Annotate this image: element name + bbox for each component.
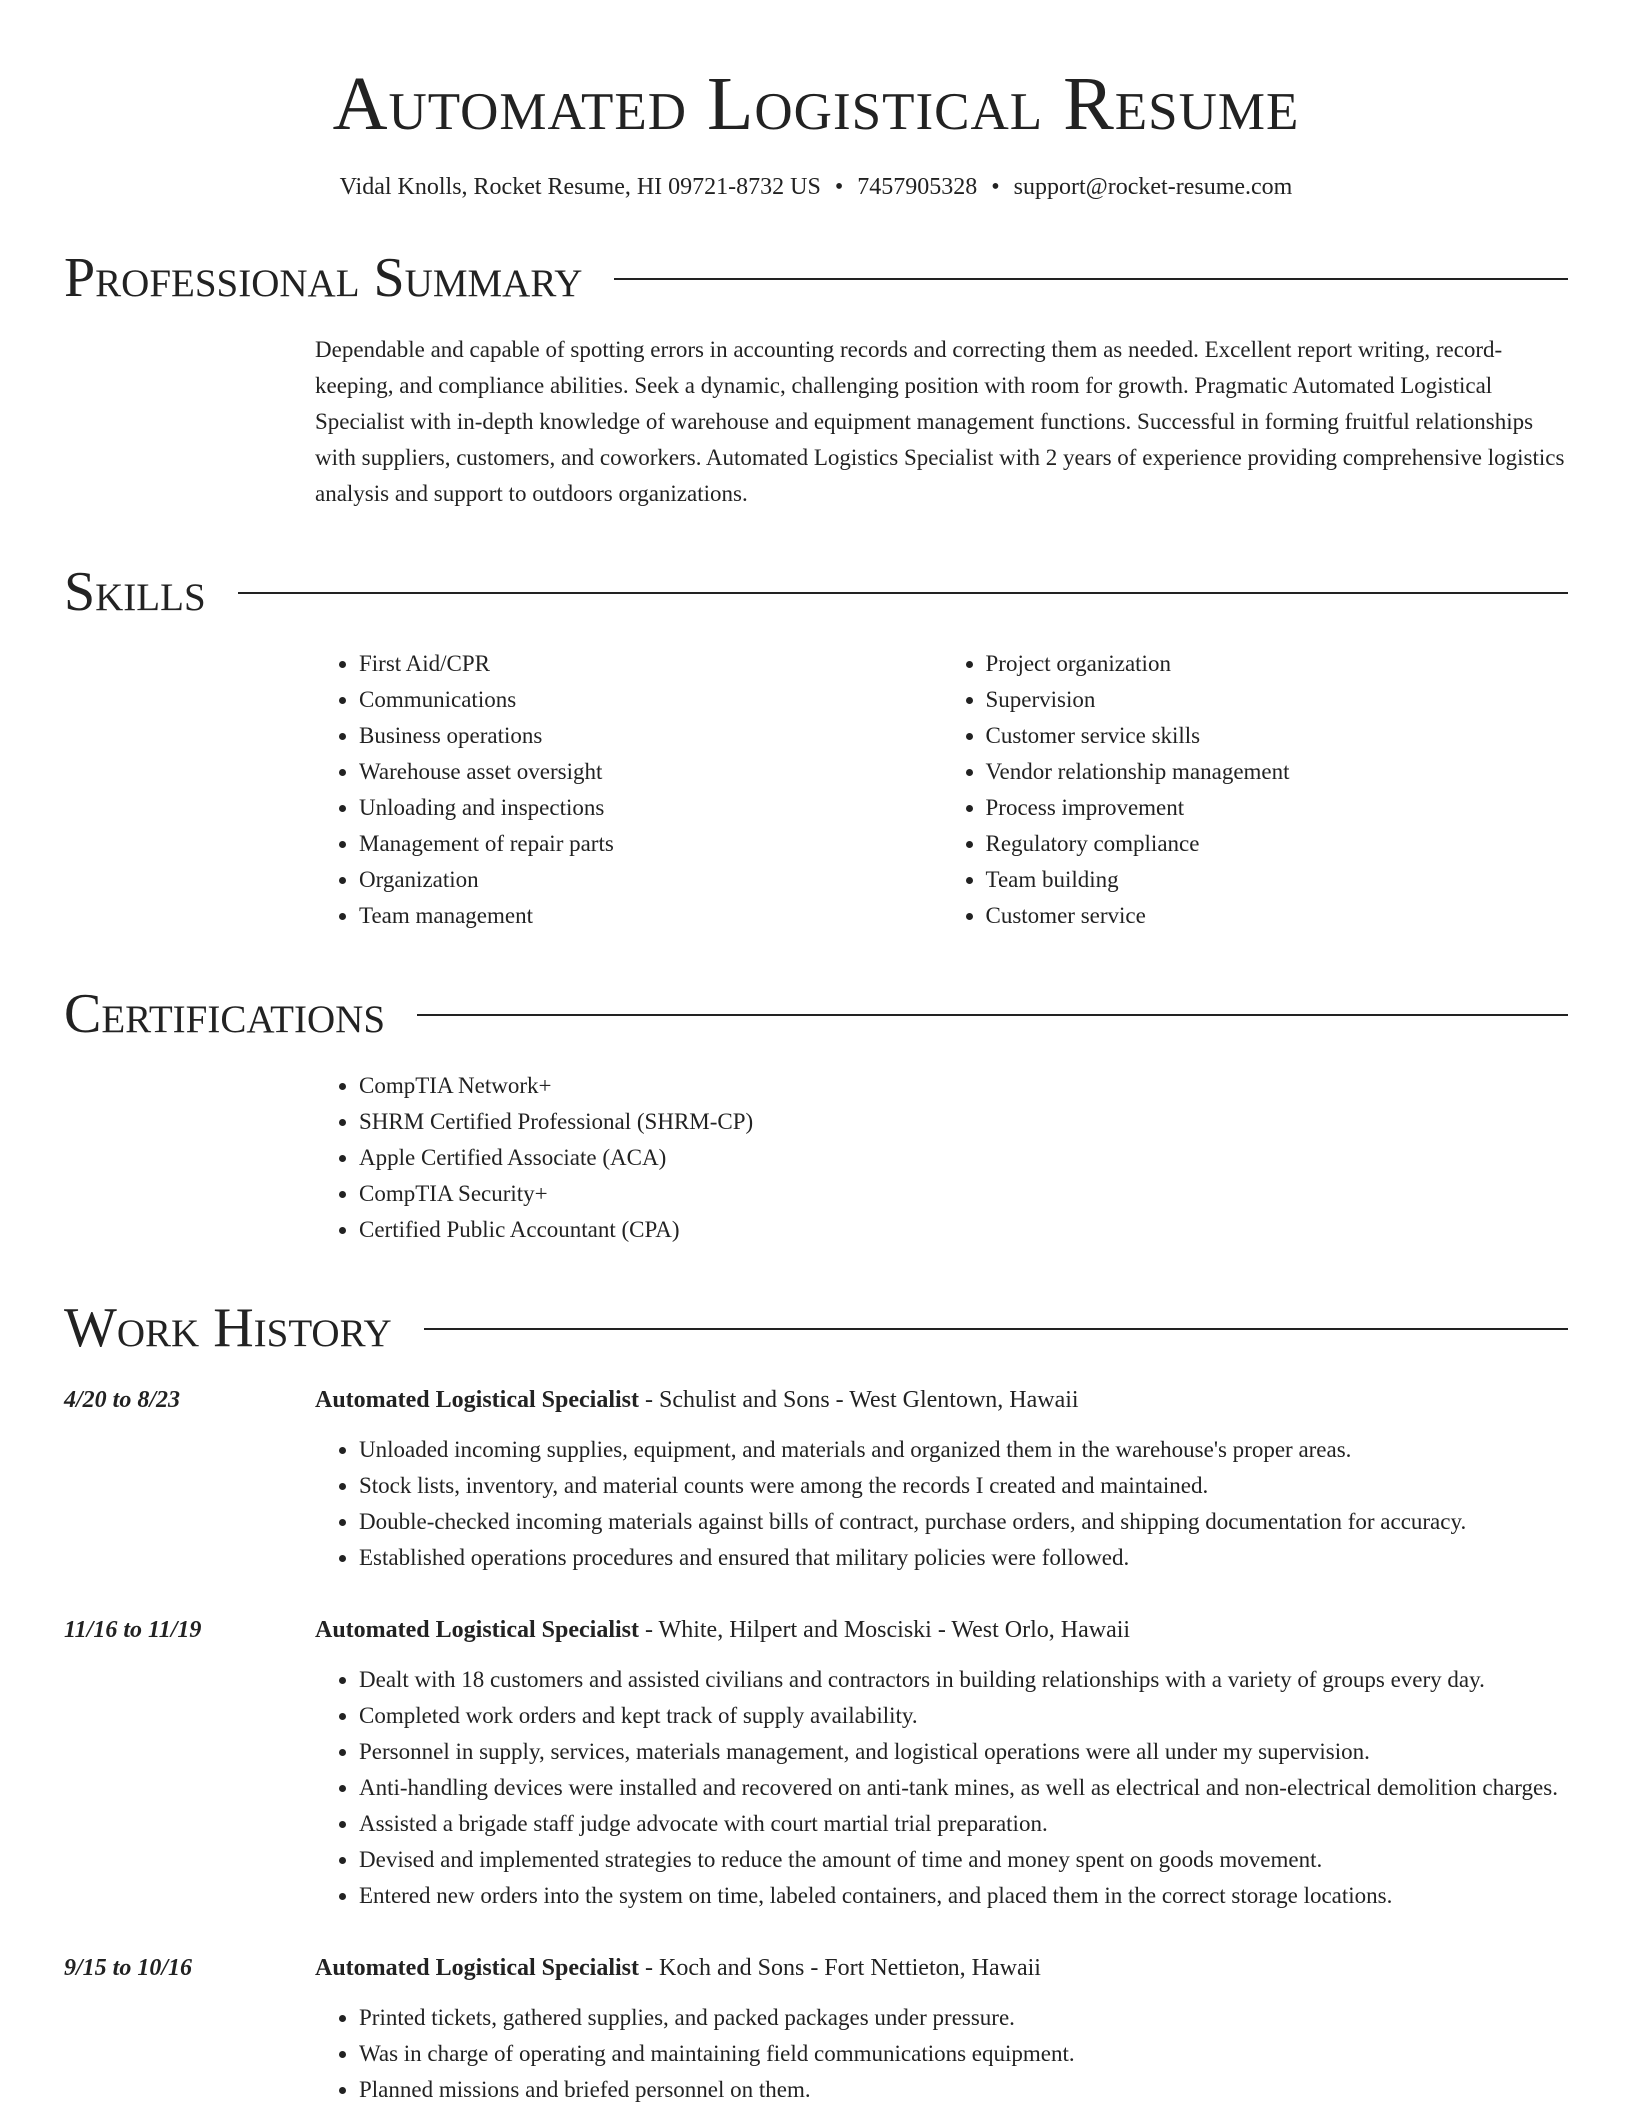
summary-heading: Professional Summary — [64, 247, 583, 309]
skill-item: • Project organization — [986, 646, 1569, 682]
job-dates: 11/16 to 11/19 — [64, 1617, 202, 1643]
skill-item: • Unloading and inspections — [359, 790, 942, 826]
job-bullet: • Personnel in supply, services, materials management, and logistical operations were all under my supervision. — [359, 1734, 1568, 1770]
certifications-section-header — [64, 984, 1568, 1044]
resume-title: Automated Logistical Resume — [332, 62, 1300, 146]
job-heading — [315, 1950, 1568, 1986]
job-entry — [64, 1950, 1568, 2108]
job-bullet-list — [315, 1662, 1568, 1914]
job-bullet: • Anti-handling devices were installed and recovered on anti-tank mines, as well as electrical and non-electrical demolition charges. — [359, 1770, 1568, 1806]
job-bullet: • Completed work orders and kept track of supply availability. — [359, 1698, 1568, 1734]
section-divider — [614, 278, 1568, 280]
job-bullet: • Assisted a brigade staff judge advocate with court martial trial preparation. — [359, 1806, 1568, 1842]
contact-phone: 7457905328 — [857, 174, 978, 200]
skill-item: • Regulatory compliance — [986, 826, 1569, 862]
skill-item: • Process improvement — [986, 790, 1569, 826]
skill-item: • Customer service skills — [986, 718, 1569, 754]
skill-item: • Vendor relationship management — [986, 754, 1569, 790]
section-divider — [417, 1014, 1568, 1016]
skill-item: • Team building — [986, 862, 1569, 898]
job-details — [315, 1950, 1568, 2108]
skill-item: • Management of repair parts — [359, 826, 942, 862]
skills-list-left — [315, 646, 942, 934]
contact-line — [64, 170, 1568, 204]
job-bullet: • Devised and implemented strategies to reduce the amount of time and money spent on goods movement. — [359, 1842, 1568, 1878]
job-employer: - Koch and Sons - Fort Nettieton, Hawaii — [639, 1955, 1041, 1981]
summary-section-header — [64, 248, 1568, 308]
summary-text: Dependable and capable of spotting errors in accounting records and correcting them as needed. Excellent report writing, record-keeping, and compliance abilities. Seek a dynamic, challenging position with room for growth. Pragmatic Automated Logistical Specialist with in-depth knowledge of warehouse and equipment management functions. Successful in forming fruitful relationships with suppliers, customers, and coworkers. Automated Logistics Specialist with 2 years of experience providing comprehensive logistics analysis and support to outdoors organizations. — [315, 337, 1565, 506]
job-heading — [315, 1382, 1568, 1418]
certification-item: • Apple Certified Associate (ACA) — [359, 1140, 1568, 1176]
skill-item: • Communications — [359, 682, 942, 718]
certifications-section — [315, 1068, 1568, 1248]
section-divider — [238, 592, 1568, 594]
certification-item: • CompTIA Security+ — [359, 1176, 1568, 1212]
contact-separator: • — [991, 174, 1000, 200]
job-bullet: • Dealt with 18 customers and assisted civilians and contractors in building relationships with a variety of groups every day. — [359, 1662, 1568, 1698]
job-bullet: • Planned missions and briefed personnel on them. — [359, 2072, 1568, 2108]
skill-item: • Warehouse asset oversight — [359, 754, 942, 790]
job-title: Automated Logistical Specialist — [315, 1955, 639, 1981]
job-entry — [64, 1382, 1568, 1576]
contact-email: support@rocket-resume.com — [1013, 174, 1293, 200]
skills-section-header — [64, 562, 1568, 622]
job-bullet: • Established operations procedures and ensured that military policies were followed. — [359, 1540, 1568, 1576]
certifications-heading: Certifications — [64, 983, 386, 1045]
job-employer: - White, Hilpert and Mosciski - West Orlo, Hawaii — [639, 1617, 1131, 1643]
skills-list-right — [942, 646, 1569, 934]
summary-section — [315, 332, 1568, 512]
job-bullet-list — [315, 1432, 1568, 1576]
job-details — [315, 1382, 1568, 1576]
contact-separator: • — [834, 174, 844, 200]
contact-address: Vidal Knolls, Rocket Resume, HI 09721-8732 US — [339, 174, 821, 200]
skill-item: • Organization — [359, 862, 942, 898]
job-heading — [315, 1612, 1568, 1648]
certification-item: • Certified Public Accountant (CPA) — [359, 1212, 1568, 1248]
job-title: Automated Logistical Specialist — [315, 1617, 639, 1643]
job-employer: - Schulist and Sons - West Glentown, Hawaii — [639, 1387, 1079, 1413]
job-bullet: • Printed tickets, gathered supplies, and packed packages under pressure. — [359, 2000, 1568, 2036]
work-heading: Work History — [64, 1297, 392, 1359]
job-dates: 4/20 to 8/23 — [64, 1387, 181, 1413]
job-bullet: • Stock lists, inventory, and material counts were among the records I created and maintained. — [359, 1468, 1568, 1504]
job-title: Automated Logistical Specialist — [315, 1387, 639, 1413]
skill-item: • First Aid/CPR — [359, 646, 942, 682]
job-details — [315, 1612, 1568, 1914]
job-bullet: • Double-checked incoming materials against bills of contract, purchase orders, and shipping documentation for accuracy. — [359, 1504, 1568, 1540]
job-bullet: • Was in charge of operating and maintaining field communications equipment. — [359, 2036, 1568, 2072]
certification-item: • CompTIA Network+ — [359, 1068, 1568, 1104]
skill-item: • Customer service — [986, 898, 1569, 934]
job-bullet: • Entered new orders into the system on time, labeled containers, and placed them in the correct storage locations. — [359, 1878, 1568, 1914]
skills-heading: Skills — [64, 561, 206, 623]
skills-section — [315, 646, 1568, 934]
job-dates: 9/15 to 10/16 — [64, 1955, 193, 1981]
job-bullet-list — [315, 2000, 1568, 2108]
skill-item: • Team management — [359, 898, 942, 934]
certification-item: • SHRM Certified Professional (SHRM-CP) — [359, 1104, 1568, 1140]
job-entry — [64, 1612, 1568, 1914]
job-bullet: • Unloaded incoming supplies, equipment, and materials and organized them in the warehouse's proper areas. — [359, 1432, 1568, 1468]
skill-item: • Supervision — [986, 682, 1569, 718]
work-section-header — [64, 1298, 1568, 1358]
section-divider — [424, 1328, 1568, 1330]
certifications-list — [315, 1068, 1568, 1248]
skill-item: • Business operations — [359, 718, 942, 754]
